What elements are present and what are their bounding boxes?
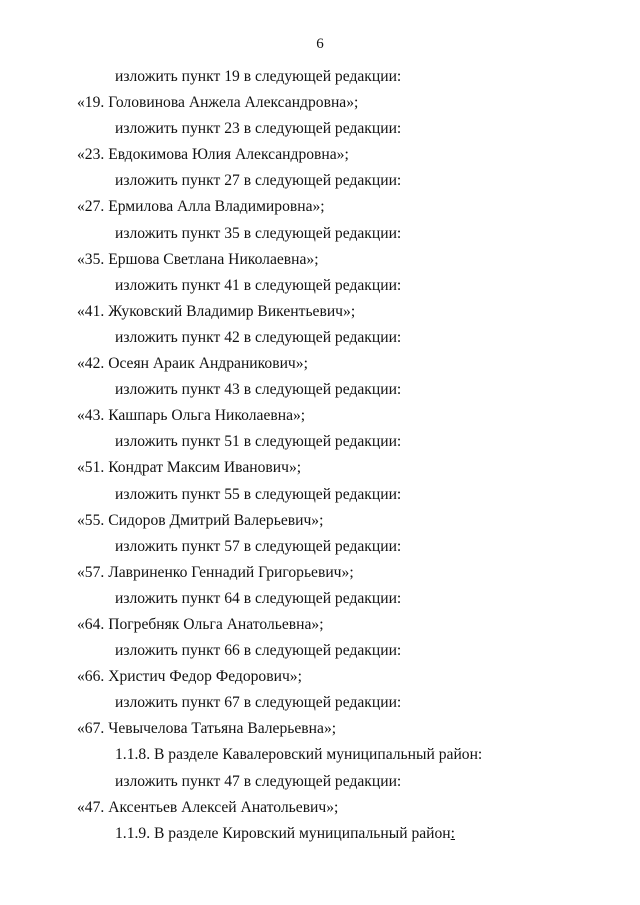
instruction-line (0, 168, 640, 194)
instruction-line (0, 429, 640, 455)
list-item (0, 142, 640, 168)
section-heading (0, 821, 640, 847)
line-text: изложить пункт 23 в следующей редакции: (115, 120, 402, 138)
section-heading (0, 742, 640, 768)
line-text: изложить пункт 43 в следующей редакции: (115, 381, 402, 399)
list-item (0, 194, 640, 220)
line-text: «57. Лавриненко Геннадий Григорьевич»; (77, 563, 354, 581)
line-text: изложить пункт 47 в следующей редакции: (115, 772, 402, 790)
list-item (0, 716, 640, 742)
line-text: «35. Ершова Светлана Николаевна»; (77, 250, 319, 268)
line-text: изложить пункт 66 в следующей редакции: (115, 642, 402, 660)
line-text: изложить пункт 35 в следующей редакции: (115, 224, 402, 242)
line-text: «41. Жуковский Владимир Викентьевич»; (77, 302, 356, 320)
instruction-line (0, 221, 640, 247)
line-text: изложить пункт 51 в следующей редакции: (115, 433, 402, 451)
line-text: «67. Чевычелова Татьяна Валерьевна»; (77, 720, 337, 738)
list-item (0, 351, 640, 377)
line-text: 1.1.9. В разделе Кировский муниципальный район (115, 824, 451, 842)
list-item (0, 795, 640, 821)
document-body (0, 64, 640, 847)
line-text: «47. Аксентьев Алексей Анатольевич»; (77, 798, 339, 816)
list-item (0, 403, 640, 429)
instruction-line (0, 690, 640, 716)
line-text: «51. Кондрат Максим Иванович»; (77, 459, 302, 477)
line-text: 1.1.8. В разделе Кавалеровский муниципальный район: (115, 746, 483, 764)
line-text: «66. Христич Федор Федорович»; (77, 668, 302, 686)
instruction-line (0, 482, 640, 508)
instruction-line (0, 638, 640, 664)
line-text: изложить пункт 57 в следующей редакции: (115, 537, 402, 555)
instruction-line (0, 116, 640, 142)
line-text: «43. Кашпарь Ольга Николаевна»; (77, 407, 306, 425)
line-text: изложить пункт 67 в следующей редакции: (115, 694, 402, 712)
instruction-line (0, 586, 640, 612)
line-text: «42. Осеян Араик Андраникович»; (77, 355, 308, 373)
line-tail: : (450, 824, 455, 842)
line-text: изложить пункт 19 в следующей редакции: (115, 68, 402, 85)
list-item (0, 664, 640, 690)
line-text: «55. Сидоров Дмитрий Валерьевич»; (77, 511, 324, 529)
line-text: изложить пункт 55 в следующей редакции: (115, 485, 402, 503)
list-item (0, 247, 640, 273)
list-item (0, 299, 640, 325)
instruction-line (0, 273, 640, 299)
line-text: «64. Погребняк Ольга Анатольевна»; (77, 615, 324, 633)
list-item (0, 612, 640, 638)
list-item (0, 560, 640, 586)
line-text: «23. Евдокимова Юлия Александровна»; (77, 146, 349, 164)
line-text: изложить пункт 27 в следующей редакции: (115, 172, 402, 190)
line-text: изложить пункт 64 в следующей редакции: (115, 589, 402, 607)
instruction-line (0, 534, 640, 560)
list-item (0, 508, 640, 534)
line-text: изложить пункт 42 в следующей редакции: (115, 328, 402, 346)
instruction-line (0, 325, 640, 351)
list-item (0, 90, 640, 116)
instruction-line (0, 64, 640, 90)
instruction-line (0, 377, 640, 403)
line-text: изложить пункт 41 в следующей редакции: (115, 276, 402, 294)
line-text: «27. Ермилова Алла Владимировна»; (77, 198, 325, 216)
instruction-line (0, 769, 640, 795)
list-item (0, 455, 640, 481)
page-number: 6 (316, 36, 324, 52)
line-text: «19. Головинова Анжела Александровна»; (77, 94, 359, 112)
